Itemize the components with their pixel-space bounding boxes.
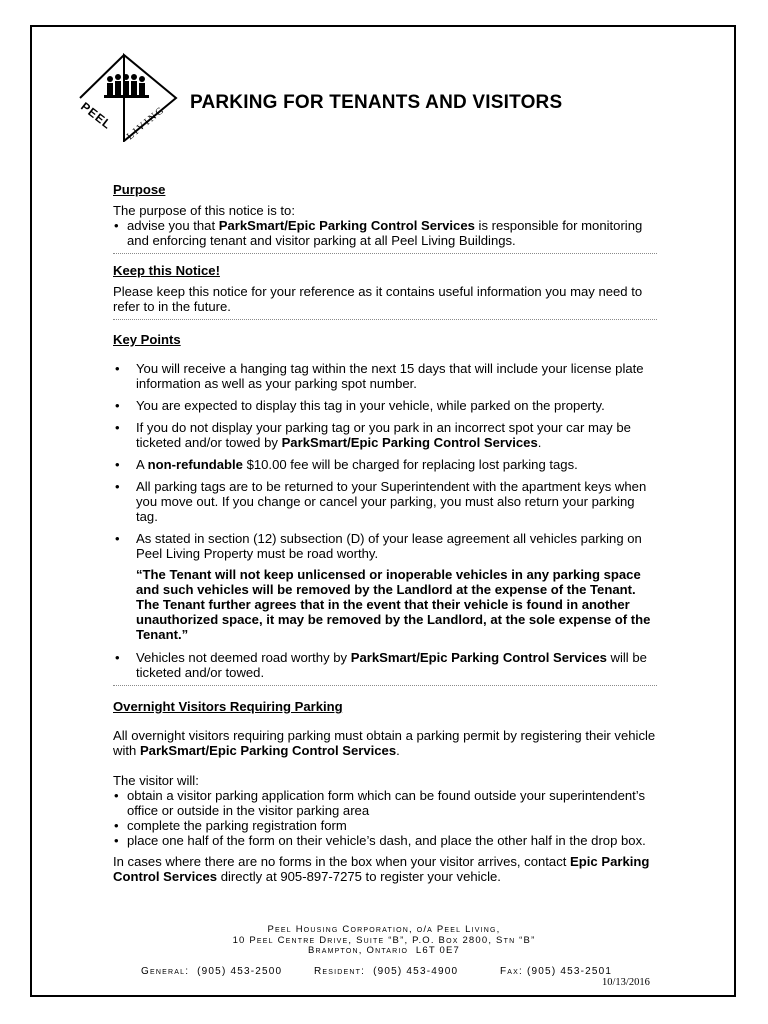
visitor-will: The visitor will: (113, 773, 199, 788)
lease-quote: “The Tenant will not keep unlicensed or inoperable vehicles in any parking space and such vehicles will be removed by the Landlord at the expense of the Tenant. The Tenant further agrees that in the event that their vehicle is found in another unauthorized space, it may be removed by the Landlord, at the sole expense of the Tenant.” (136, 567, 651, 642)
overnight-closing: In cases where there are no forms in the box when your visitor arrives, contact Epic Parking Control Services directly at 905-897-7275 to register your vehicle. (113, 854, 650, 884)
list-item: • Vehicles not deemed road worthy by ParkSmart/Epic Parking Control Services will be ticketed and/or towed. (113, 650, 657, 680)
list-item: • If you do not display your parking tag or you park in an incorrect spot your car may be ticketed and/or towed by ParkSmart/Epic Parking Control Services. (113, 420, 657, 450)
list-item: • You are expected to display this tag in your vehicle, while parked on the property. (113, 398, 657, 413)
page-title: PARKING FOR TENANTS AND VISITORS (190, 92, 563, 113)
footer-address (0, 925, 768, 957)
purpose-heading: Purpose (113, 182, 166, 197)
fax-number: Fax: (905) 453-2501 (500, 966, 613, 977)
list-item: • You will receive a hanging tag within the next 15 days that will include your license plate information as well as your parking spot number. (113, 361, 657, 391)
keep-text: Please keep this notice for your reference as it contains useful information you may need to refer to in the future. (113, 284, 643, 314)
divider (113, 685, 657, 686)
svg-text:PEEL: PEEL (78, 99, 115, 133)
overnight-intro: All overnight visitors requiring parking must obtain a parking permit by registering their vehicle with ParkSmart/Epic Parking Control Services. (113, 728, 656, 758)
list-item: • A non-refundable $10.00 fee will be charged for replacing lost parking tags. (113, 457, 657, 472)
notice-body (113, 182, 657, 884)
svg-text:LIVING: LIVING (124, 104, 168, 142)
footer-line: Brampton, Ontario L6T 0E7 (307, 945, 461, 956)
list-item: • place one half of the form on their vehicle’s dash, and place the other half in the drop box. (113, 833, 657, 848)
footer-line: 10 Peel Centre Drive, Suite “B”, P.O. Box 2800, Stn “B” (232, 934, 536, 946)
key-points-heading: Key Points (113, 332, 181, 347)
list-item: • All parking tags are to be returned to your Superintendent with the apartment keys when you move out. If you change or cancel your parking, you must also return your parking tag. (113, 479, 657, 524)
document-date: 10/13/2016 (602, 977, 650, 988)
visitor-steps (113, 788, 657, 848)
keep-heading: Keep this Notice! (113, 263, 220, 278)
peel-living-logo-icon (74, 52, 186, 142)
list-item: • complete the parking registration form (113, 818, 657, 833)
key-points-list (113, 361, 657, 680)
purpose-bullet: • advise you that ParkSmart/Epic Parking Control Services is responsible for monitoring and enforcing tenant and visitor parking at all Peel Living Buildings. (113, 218, 657, 248)
overnight-heading: Overnight Visitors Requiring Parking (113, 699, 343, 714)
purpose-list (113, 218, 657, 248)
divider (113, 319, 657, 320)
resident-phone: Resident: (905) 453-4900 (314, 966, 459, 977)
general-phone: General: (905) 453-2500 (141, 966, 283, 977)
list-item: • As stated in section (12) subsection (D) of your lease agreement all vehicles parking on Peel Living Property must be road worthy. “The Tenant will not keep unlicensed or inoperable vehicles in any parking space and such vehicles will be removed by the Landlord at the expense of the Tenant. The Tenant further agrees that in the event that their vehicle is found in another unauthorized space, it may be removed by the Landlord, at the sole expense of the Tenant.” (113, 531, 657, 642)
divider (113, 253, 657, 254)
list-item: • obtain a visitor parking application form which can be found outside your superintendent’s office or outside in the visitor parking area (113, 788, 657, 818)
footer-line: Peel Housing Corporation, o/a Peel Living, (267, 924, 501, 935)
purpose-intro: The purpose of this notice is to: (113, 203, 295, 218)
